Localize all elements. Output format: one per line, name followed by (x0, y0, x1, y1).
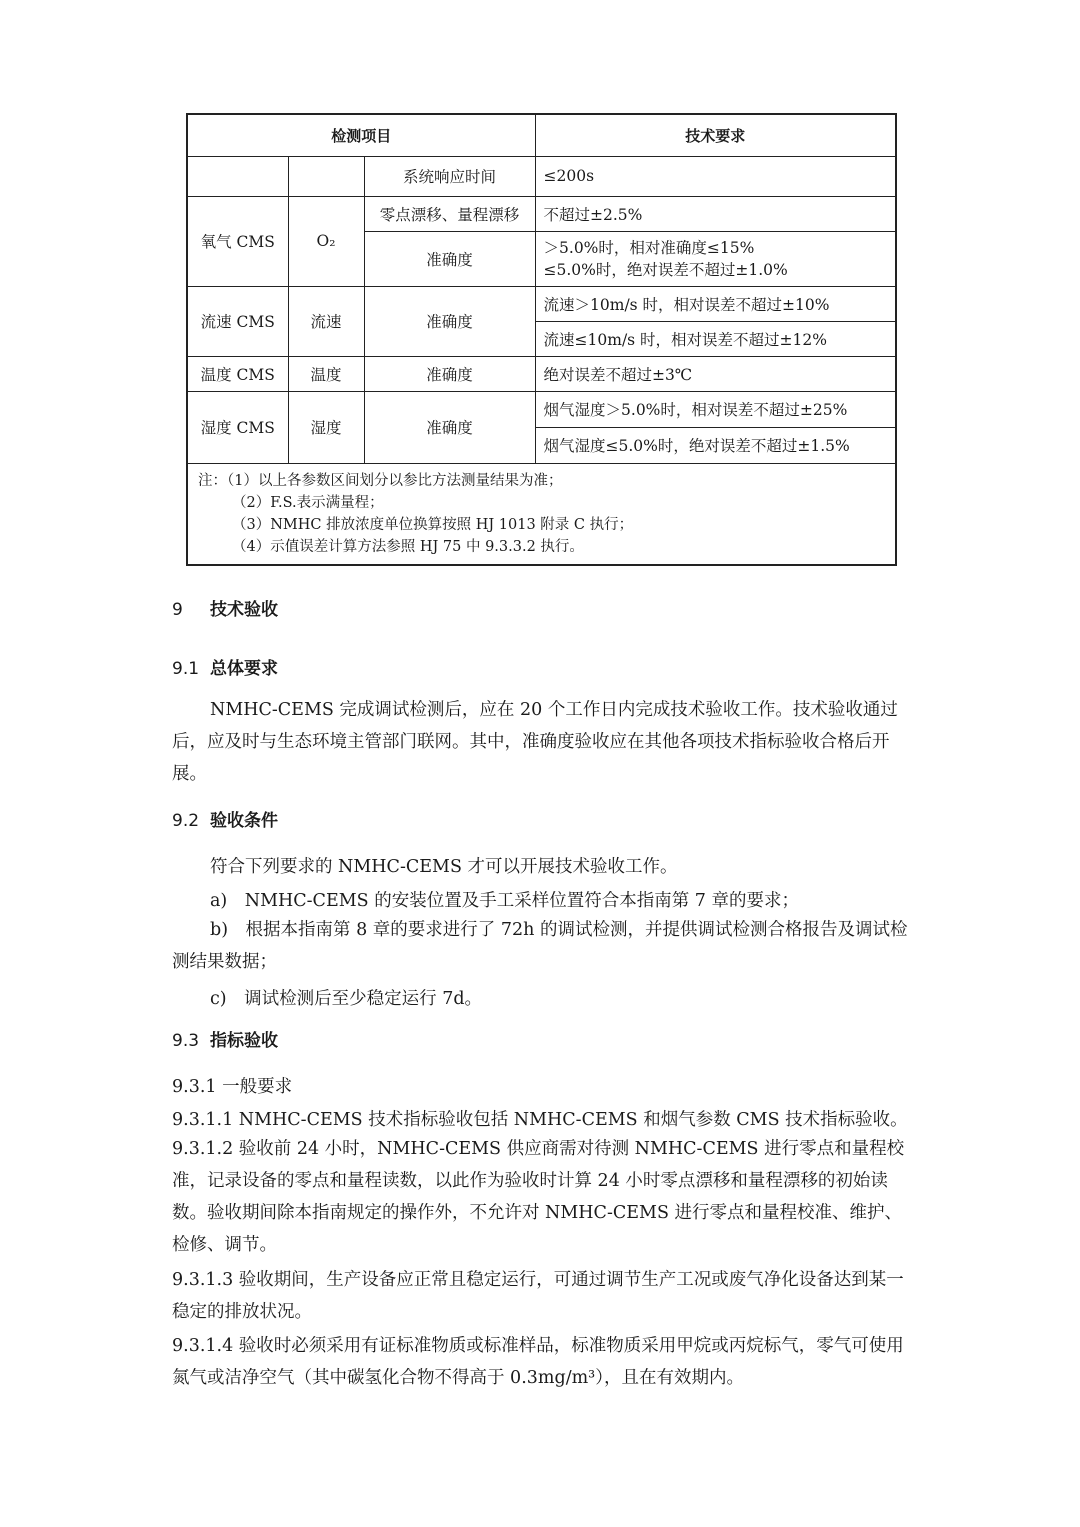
table-row (187, 196, 896, 231)
table-notes-row (187, 463, 896, 565)
note-line: （3）NMHC 排放浓度单位换算按照 HJ 1013 附录 C 执行； (232, 516, 634, 533)
cms-cell: 温度 CMS (187, 356, 288, 391)
req-cell (535, 231, 896, 286)
subsection-heading (172, 654, 278, 679)
section-title: 总体要求 (210, 659, 278, 679)
list-item: b) 根据本指南第 8 章的要求进行了 72h 的调试检测，并提供调试检测合格报告及调试检测结果数据； (172, 920, 908, 972)
param-cell: 准确度 (364, 356, 535, 391)
note-line: （4）示值误差计算方法参照 HJ 75 中 9.3.3.2 执行。 (232, 538, 584, 555)
subsection-heading (172, 806, 278, 831)
gas-cell: 湿度 (288, 391, 364, 463)
param-cell: 系统响应时间 (364, 156, 535, 196)
req-line: ＞5.0%时，相对准确度≤15% (543, 238, 755, 257)
section-title: 验收条件 (210, 811, 278, 831)
table-row (187, 356, 896, 391)
paragraph: 9.3.1.4 验收时必须采用有证标准物质或标准样品，标准物质采用甲烷或丙烷标气，零气可使用氮气或洁净空气（其中碳氢化合物不得高于 0.3mg/m³），且在有效期内。 (172, 1336, 904, 1388)
section-number: 9 (172, 600, 183, 620)
section-title: 技术验收 (210, 600, 278, 620)
paragraph: 9.3.1.1 NMHC-CEMS 技术指标验收包括 NMHC-CEMS 和烟气参数 CMS 技术指标验收。 (172, 1110, 908, 1130)
cms-cell: 流速 CMS (187, 286, 288, 356)
param-cell: 准确度 (364, 231, 535, 286)
table-row (187, 156, 896, 196)
subsection-heading (172, 1026, 278, 1051)
req-line: ≤5.0%时，绝对误差不超过±1.0% (543, 260, 788, 279)
cms-cell: 氧气 CMS (187, 196, 288, 286)
section-number: 9.2 (172, 811, 200, 831)
table-row (187, 286, 896, 321)
note-line: 注：（1）以上各参数区间划分以参比方法测量结果为准； (198, 472, 563, 489)
param-cell: 准确度 (364, 286, 535, 356)
cms-cell: 湿度 CMS (187, 391, 288, 463)
req-cell: 绝对误差不超过±3℃ (535, 356, 896, 391)
param-cell: 准确度 (364, 391, 535, 463)
gas-cell: 温度 (288, 356, 364, 391)
paragraph: NMHC-CEMS 完成调试检测后，应在 20 个工作日内完成技术验收工作。技术验收通过后，应及时与生态环境主管部门联网。其中，准确度验收应在其他各项技术指标验收合格后开展。 (172, 700, 898, 784)
header-item: 检测项目 (187, 114, 535, 156)
section-title: 指标验收 (210, 1031, 278, 1051)
gas-cell: O₂ (288, 196, 364, 286)
req-cell: 烟气湿度≤5.0%时，绝对误差不超过±1.5% (535, 427, 896, 463)
req-cell: 不超过±2.5% (535, 196, 896, 231)
req-cell: 流速＞10m/s 时，相对误差不超过±10% (535, 286, 896, 321)
param-cell: 零点漂移、量程漂移 (364, 196, 535, 231)
note-line: （2）F.S.表示满量程； (232, 494, 384, 511)
gas-cell: 流速 (288, 286, 364, 356)
empty-cell (187, 156, 288, 196)
req-cell: 流速≤10m/s 时，相对误差不超过±12% (535, 321, 896, 356)
req-cell: ≤200s (535, 156, 896, 196)
paragraph: 9.3.1 一般要求 (172, 1077, 293, 1097)
empty-cell (288, 156, 364, 196)
table-row (187, 391, 896, 427)
section-number: 9.3 (172, 1031, 200, 1051)
list-item: c) 调试检测后至少稳定运行 7d。 (210, 989, 483, 1009)
notes-cell (187, 463, 896, 565)
req-cell: 烟气湿度＞5.0%时，相对误差不超过±25% (535, 391, 896, 427)
header-requirement: 技术要求 (535, 114, 896, 156)
paragraph: 9.3.1.2 验收前 24 小时，NMHC-CEMS 供应商需对待测 NMHC-CEMS 进行零点和量程校准，记录设备的零点和量程读数，以此作为验收时计算 24 小时零点漂移和量程漂移的初始读数。验收期间除本指南规定的操作外，不允许对 NMHC-CEMS 进行零点和量程校准、维护、检修、调节。 (172, 1139, 905, 1255)
section-number: 9.1 (172, 659, 200, 679)
spec-table (186, 113, 897, 566)
table-header-row (187, 114, 896, 156)
paragraph: 9.3.1.3 验收期间，生产设备应正常且稳定运行，可通过调节生产工况或废气净化设备达到某一稳定的排放状况。 (172, 1270, 904, 1322)
section-heading (172, 595, 278, 620)
list-item: a) NMHC-CEMS 的安装位置及手工采样位置符合本指南第 7 章的要求； (210, 891, 799, 911)
paragraph: 符合下列要求的 NMHC-CEMS 才可以开展技术验收工作。 (210, 857, 678, 877)
